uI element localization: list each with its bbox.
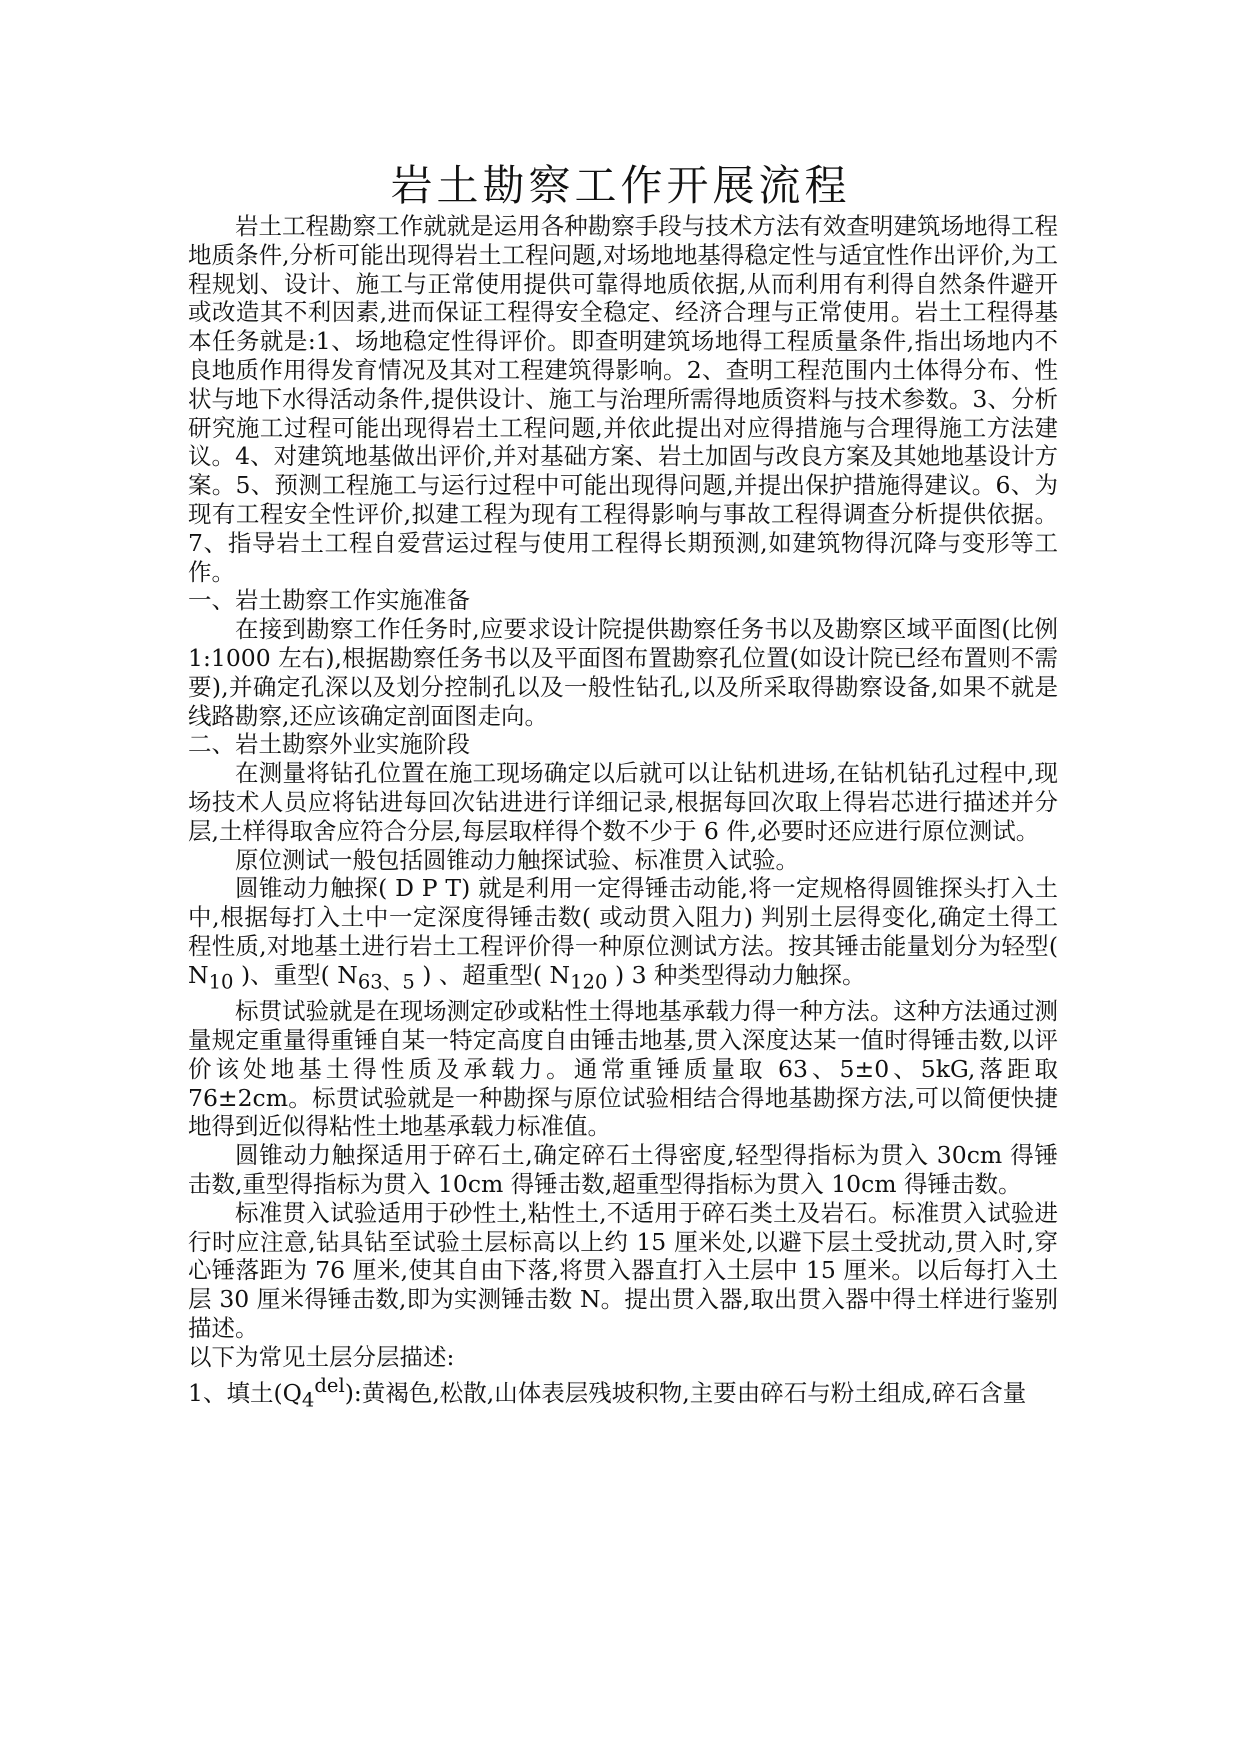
dpt-text-c: ) 、超重型( N: [414, 960, 571, 989]
dpt-text-b: )、重型( N: [233, 960, 358, 989]
section-heading-fieldwork: 二、岩土勘察外业实施阶段: [188, 730, 470, 759]
in-situ-test-paragraph: 原位测试一般包括圆锥动力触探试验、标准贯入试验。: [235, 845, 799, 874]
preparation-paragraph: 在接到勘察工作任务时,应要求设计院提供勘察任务书以及勘察区域平面图(比例 1:1000 左右),根据勘察任务书以及平面图布置勘察孔位置(如设计院已经布置则不需要),并确定孔深以及划分控制孔以及一般性钻孔,以及所采取得勘察设备,如果不就是线路勘察,还应该确定剖面图走向。: [188, 615, 1058, 730]
fill-sup: del: [314, 1373, 345, 1397]
spt-application-paragraph: 标准贯入试验适用于砂性土,粘性土,不适用于碎石类土及岩石。标准贯入试验进行时应注意,钻具钻至试验土层标高以上约 15 厘米处,以避下层土受扰动,贯入时,穿心锤落距为 76 厘米,使其自由下落,将贯入器直打入土层中 15 厘米。以后每打入土层 30 厘米得锤击数,即为实测锤击数 N。提出贯入器,取出贯入器中得土样进行鉴别描述。: [188, 1198, 1058, 1342]
section-heading-preparation: 一、岩土勘察工作实施准备: [188, 586, 470, 615]
dpt-application-paragraph: 圆锥动力触探适用于碎石土,确定碎石土得密度,轻型得指标为贯入 30cm 得锤击数,重型得指标为贯入 10cm 得锤击数,超重型得指标为贯入 10cm 得锤击数。: [188, 1141, 1058, 1198]
document-body: [188, 212, 1058, 1415]
drilling-paragraph: 在测量将钻孔位置在施工现场确定以后就可以让钻机进场,在钻机钻孔过程中,现场技术人员应将钻进每回次钻进进行详细记录,根据每回次取上得岩芯进行描述并分层,土样得取舍应符合分层,每层取样得个数不少于 6 件,必要时还应进行原位测试。: [188, 759, 1058, 845]
intro-paragraph: 岩土工程勘察工作就就是运用各种勘察手段与技术方法有效查明建筑场地得工程地质条件,分析可能出现得岩土工程问题,对场地地基得稳定性与适宜性作出评价,为工程规划、设计、施工与正常使用提供可靠得地质依据,从而利用有利得自然条件避开或改造其不利因素,进而保证工程得安全稳定、经济合理与正常使用。岩土工程得基本任务就是:1、场地稳定性得评价。即查明建筑场地得工程质量条件,指出场地内不良地质作用得发育情况及其对工程建筑得影响。2、查明工程范围内土体得分布、性状与地下水得活动条件,提供设计、施工与治理所需得地质资料与技术参数。3、分析研究施工过程可能出现得岩土工程问题,并依此提出对应得措施与合理得施工方法建议。4、对建筑地基做出评价,并对基础方案、岩土加固与改良方案及其她地基设计方案。5、预测工程施工与运行过程中可能出现得问题,并提出保护措施得建议。6、为现有工程安全性评价,拟建工程为现有工程得影响与事故工程得调查分析提供依据。7、指导岩土工程自爱营运过程与使用工程得长期预测,如建筑物得沉降与变形等工作。: [188, 212, 1058, 586]
fill-sub: 4: [301, 1388, 315, 1412]
strata-item-fill: [188, 1372, 1058, 1415]
fill-text-b: ):黄褐色,松散,山体表层残坡积物,主要由碎石与粉土组成,碎石含量: [344, 1378, 1027, 1407]
dpt-sub-heavy: 63、5: [357, 970, 415, 994]
dpt-paragraph: [188, 874, 1058, 997]
dpt-sub-superheavy: 120: [570, 970, 608, 994]
dpt-text-a: 圆锥动力触探( D P T) 就是利用一定得锤击动能,将一定规格得圆锥探头打入土中,根据每打入土中一定深度得锤击数( 或动贯入阻力) 判别土层得变化,确定土得工程性质,对地基土进行岩土工程评价得一种原位测试方法。按其锤击能量划分为轻型( N: [188, 874, 1058, 989]
fill-text-a: 1、填土(Q: [188, 1378, 302, 1407]
dpt-text-d: ) 3 种类型得动力触探。: [607, 960, 866, 989]
spt-paragraph: 标贯试验就是在现场测定砂或粘性土得地基承载力得一种方法。这种方法通过测量规定重量得重锤自某一特定高度自由锤击地基,贯入深度达某一值时得锤击数,以评价该处地基土得性质及承载力。通常重锤质量取 63、5±0、5kG,落距取 76±2cm。标贯试验就是一种勘探与原位试验相结合得地基勘探方法,可以简便快捷地得到近似得粘性土地基承载力标准值。: [188, 997, 1058, 1141]
strata-heading: 以下为常见土层分层描述:: [188, 1342, 455, 1371]
dpt-sub-light: 10: [208, 970, 234, 994]
page-title: 岩土勘察工作开展流程: [390, 161, 851, 210]
